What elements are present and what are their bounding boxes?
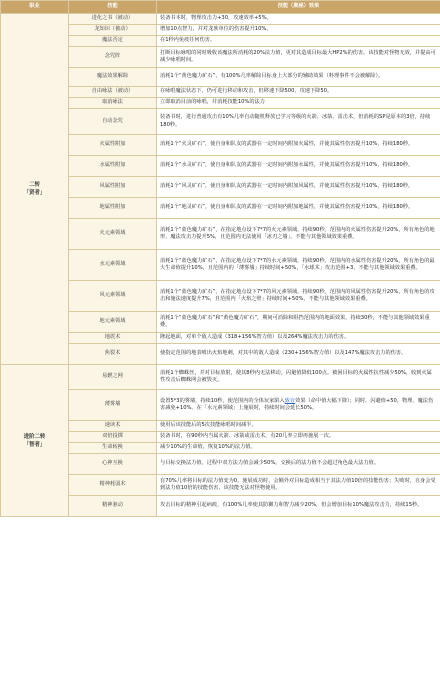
skill-name: 双倍投掷	[69, 432, 157, 443]
skill-name: 火元素领域	[69, 219, 157, 250]
skill-effect: 消耗1个“水灵矿石”，使自身和队友的武器在一定时间内附加水属性，并使其属性伤害提升10%，持续180秒。	[157, 156, 440, 177]
skill-effect: 使用后该技能后的5次技能咏唱时间减半。	[157, 421, 440, 432]
skill-name: 自由咏法（被动）	[69, 87, 157, 98]
skill-effect: 消耗1个“蓝色魔力矿石”，在指定地点设下7*7的风元素领域，持续90秒。范围内的风属性伤害提升20%，所有角色的攻击和施法速度提升7%，且范围内「火焰之壁」持续时间+50%，不能与其他领域效果重叠。	[157, 281, 440, 312]
skill-name: 水属性附加	[69, 156, 157, 177]
skill-effect: 消耗1个“蓝色魔力矿石”和“黄色魔力矿石”，期间可消除和阻挡范围内的地面效果，持续30秒，不能与其他领域效果重叠。	[157, 312, 440, 333]
skill-name: 焦裂术	[69, 344, 157, 365]
skill-name: 精神驱动	[69, 496, 157, 517]
skill-effect: 增加10点智力，并对龙族单位的伤害提升10%。	[157, 25, 440, 36]
skill-name: 风属性附加	[69, 177, 157, 198]
skill-effect: 消耗1个“蓝色魔力矿石”，在指定地点设下7*7的火元素领域，持续90秒。范围内的火属性伤害提升20%，所有角色的地形、魔法攻击力提升5%，且范围内无法使用「冰刃之墙」，不能与其他领域效果重叠。	[157, 219, 440, 250]
skill-effect: 设置5*3的雾墙，持续10秒，使范围内的全体玩家陷入致盲效果（命中值大幅下降）；同时，闪避值+50，物理、魔法伤害减免+10%。在「水元素领域」上施展时，持续时间会延长50%。	[157, 390, 440, 421]
skill-effect: 隆起地面，对单个敌人造成（318+156%智力值）以及264%魔法攻击力的伤害。	[157, 333, 440, 344]
table-header-row	[1, 1, 440, 14]
job-name: 二转	[29, 182, 40, 188]
skill-name: 地震术	[69, 333, 157, 344]
skill-name: 龙知识（被动）	[69, 25, 157, 36]
skill-effect: 减少10%的生命值，恢复10%的法力值。	[157, 443, 440, 454]
skill-effect: 使指定范围的地表喷出火焰地刺，对其中的敌人造成（230+156%智力值）以及147%魔法攻击力的伤害。	[157, 344, 440, 365]
skill-name: 进化之书（被动）	[69, 14, 157, 25]
skill-effect: 消耗1个“黄色魔力矿石”，有100%几率解除目标身上大部分的辅助效果（料理事件不会被解除）。	[157, 68, 440, 87]
skill-name: 地元素领域	[69, 312, 157, 333]
skill-name: 心神互换	[69, 454, 157, 475]
job-cell	[1, 365, 69, 517]
skill-name: 生命转换	[69, 443, 157, 454]
blind-status-link[interactable]: 致盲	[284, 397, 296, 404]
skill-name: 自动念咒	[69, 109, 157, 135]
skill-effect: 打断目标咏唱的同时吸收该魔法所消耗的20%法力值，更对其造成目标最大HP2%的伤害。该技能对怪物无效，并提高可减少咏唱时间。	[157, 47, 440, 68]
skill-effect: 消耗1个“火灵矿石”，使自身和队友的武器在一定时间内附加火属性，并使其属性伤害提升10%，持续180秒。	[157, 135, 440, 156]
skill-effect: 装备书时，进行普通攻击有10%几率自动随机释放已学习等级的火箭、冰箭、雷击术，但消耗的SP是原本的3倍，持续180秒。	[157, 109, 440, 135]
skill-name: 速读术	[69, 421, 157, 432]
skill-effect: 在咏唱魔法状态下，仍可进行移动和攻击，但移速下降500，攻速下降50。	[157, 87, 440, 98]
skill-effect: 消耗1个“地灵矿石”，使自身和队友的武器在一定时间内附加地属性，并使其属性伤害提升10%，持续180秒。	[157, 198, 440, 219]
job-name: 进阶二转	[23, 433, 46, 440]
skill-name: 精神耗弱术	[69, 475, 157, 496]
job-title: 「智者」	[23, 441, 46, 448]
table-row	[1, 365, 440, 390]
skill-name: 取消咏法	[69, 98, 157, 109]
skill-effect: 立即取消目前的咏唱，并消耗技能10%的法力	[157, 98, 440, 109]
skill-name: 念咒阵	[69, 47, 157, 68]
skill-name: 易燃之网	[69, 365, 157, 390]
skill-name: 魔法效果解除	[69, 68, 157, 87]
skill-name: 风元素领域	[69, 281, 157, 312]
skill-name: 薄雾墙	[69, 390, 157, 421]
skill-name: 水元素领域	[69, 250, 157, 281]
job-cell	[1, 14, 69, 365]
skill-name: 地属性附加	[69, 198, 157, 219]
skill-effect: 有70%几率将目标的法力值变为0。施展成功时，会额外对目标造成相当于其法力值10倍的技能伤害；失败时，自身会受到法力值10倍的技能伤害，该技能无法对怪物使用。	[157, 475, 440, 496]
skill-effect: 攻击目标的精神引起病痕，有100%几率使其防御力和智力减少20%，但会增加目标10%魔法攻击力，持续15秒。	[157, 496, 440, 517]
skill-effect: 消耗1个“风灵矿石”，使自身和队友的武器在一定时间内附加风属性，并使其属性伤害提升10%，持续180秒。	[157, 177, 440, 198]
skill-effect: 与目标交换法力值，过程中双方法力值会减少50%。交换后的法力值不会超过角色最大法力值。	[157, 454, 440, 475]
skill-effect: 装备书本时，物理攻击力+30，攻速效率+5%。	[157, 14, 440, 25]
skill-name: 魔法否定	[69, 36, 157, 47]
header-job: 职业	[1, 1, 69, 14]
header-skill: 技能	[69, 1, 157, 14]
skill-effect: 消耗1个“蓝色魔力矿石”，在指定地点设下7*7的水元素领域，持续90秒。范围内的水属性伤害提升20%，所有角色的最大生命值提升10%，且范围内的「薄雾墙」持续时间+50%，「水球术」攻击范围+3，不能与其他领域效果重叠。	[157, 250, 440, 281]
table-row	[1, 14, 440, 25]
skill-effect: 消耗1个蜘蛛丝，并对目标放射，使其8秒内无法移动，闪避值降低100点。被困目标的火属性抗性减少50%，收到火属性攻击后蜘蛛网会被毁灭。	[157, 365, 440, 390]
job-title: 「贤者」	[23, 190, 46, 196]
header-effect: 技能（奥秘）效果	[157, 1, 440, 14]
skill-effect: 装备书时，在90秒内当属火箭、冰箭或雷击术，有20几率立即再施展一次。	[157, 432, 440, 443]
skill-name: 火属性附加	[69, 135, 157, 156]
skill-effect: 在1秒内免疫任何伤害。	[157, 36, 440, 47]
